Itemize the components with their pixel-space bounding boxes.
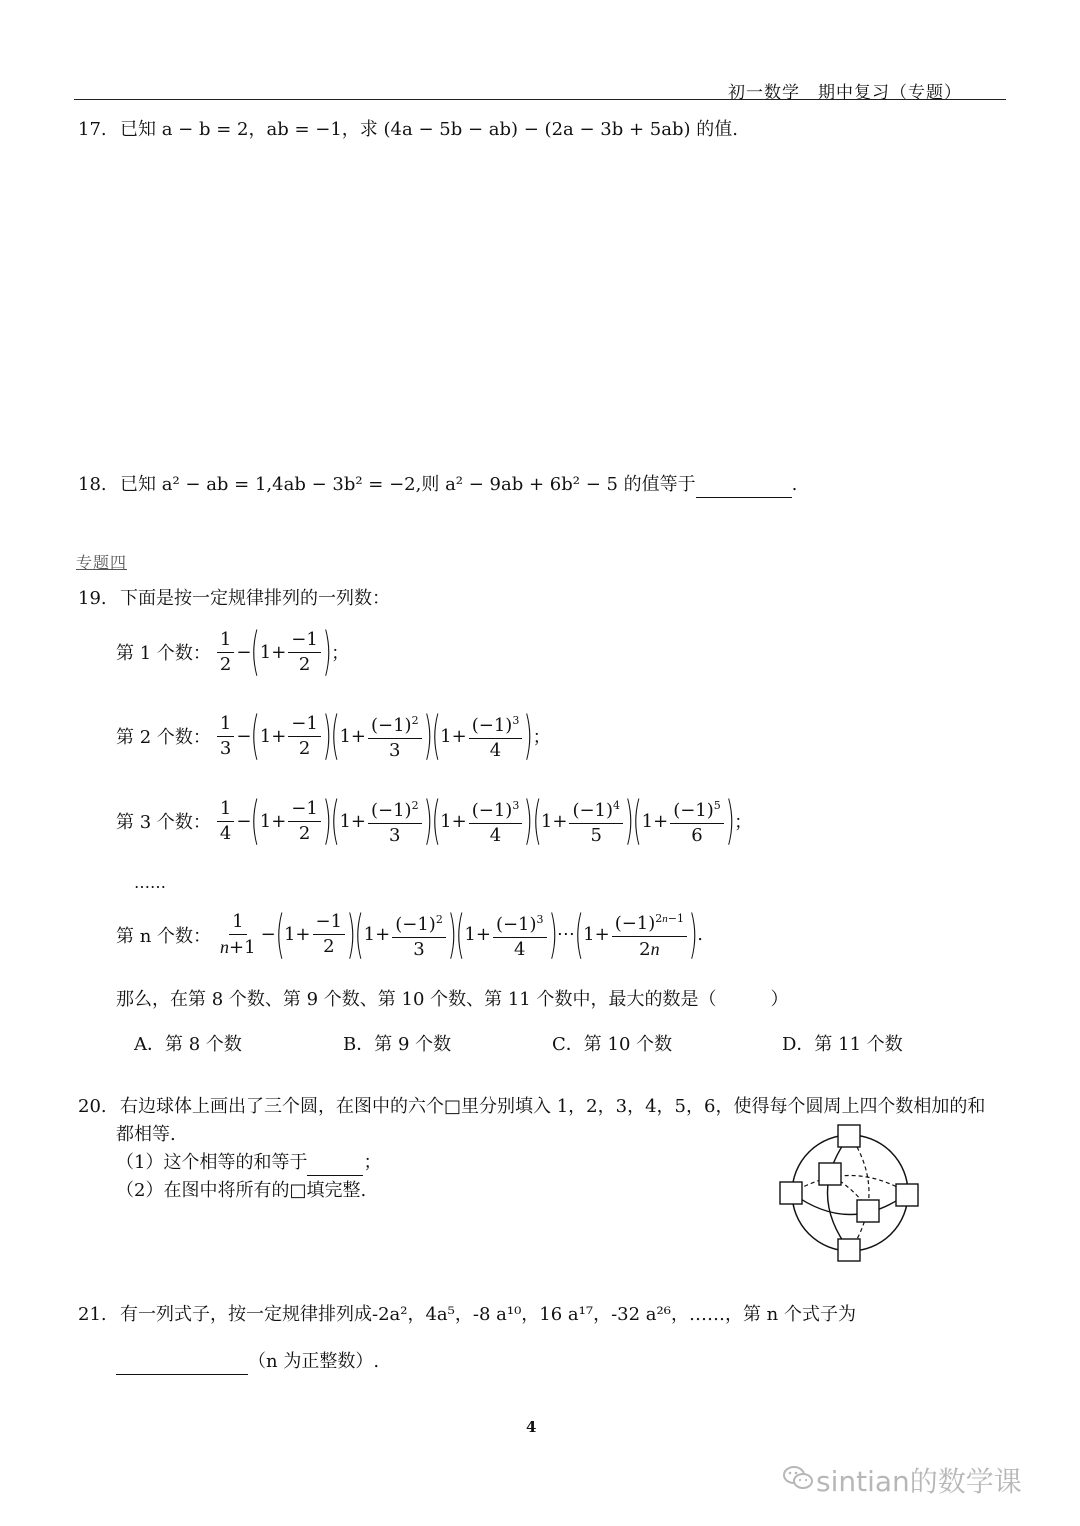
punctuation: ； xyxy=(363,1152,382,1173)
fraction: $\frac{1}{3}$ xyxy=(217,713,234,760)
term-label: 第 2 个数： xyxy=(116,727,211,748)
watermark-text: sintian的数学课 xyxy=(816,1465,1022,1498)
question-number: 20. xyxy=(78,1096,107,1117)
fraction: $\frac{1}{2}$ xyxy=(217,629,234,676)
meridian-front xyxy=(828,1135,851,1251)
equator-back xyxy=(792,1176,908,1194)
question-20-sub2: （2）在图中将所有的□填完整. xyxy=(116,1180,367,1201)
blank-box xyxy=(896,1184,918,1206)
blank-box xyxy=(838,1239,860,1261)
question-20-sub1 xyxy=(116,1151,381,1176)
topic-label: 专题四 xyxy=(76,553,128,572)
fraction: $\frac{1}{n+1}$ xyxy=(220,910,256,958)
answer-blank[interactable] xyxy=(116,1350,248,1375)
option-a[interactable]: A．第 8 个数 xyxy=(134,1034,242,1055)
question-19-prompt: 那么，在第 8 个数、第 9 个数、第 10 个数、第 11 个数中，最大的数是（ ） xyxy=(116,989,789,1010)
sub-question-text: （1）这个相等的和等于 xyxy=(116,1152,308,1173)
question-number: 21. xyxy=(78,1304,107,1325)
term-label: 第 3 个数： xyxy=(116,812,211,833)
question-20 xyxy=(78,1095,985,1119)
question-17 xyxy=(78,118,738,142)
wechat-icon xyxy=(782,1464,814,1492)
answer-blank[interactable] xyxy=(307,1151,363,1176)
question-text: 已知 a² − ab = 1,4ab − 3b² = −2,则 a² − 9ab + 6b² − 5 的值等于 xyxy=(120,474,696,495)
sequence-term-2: 第 2 个数： $\frac{1}{3}$ − ( 1+ $\frac{-1}{2}$ ) ( 1+ $\frac{(-1)^2}{3}$ ) ( 1+ $\frac{(-1)^3}{4}$ ) ； xyxy=(116,706,551,766)
option-c[interactable]: C．第 10 个数 xyxy=(552,1034,673,1055)
question-20-line2: 都相等. xyxy=(116,1124,176,1145)
question-text: 已知 a − b = 2，ab = −1，求 (4a − 5b − ab) − (2a − 3b + 5ab) 的值. xyxy=(120,119,738,140)
page-header: 初一数学 期中复习（专题） xyxy=(728,83,962,103)
blank-box xyxy=(819,1163,841,1185)
term-label: 第 1 个数： xyxy=(116,643,211,664)
question-18 xyxy=(78,473,797,498)
sphere-outline xyxy=(792,1135,908,1251)
answer-blank[interactable] xyxy=(696,473,792,498)
question-21 xyxy=(78,1303,856,1327)
sphere-diagram xyxy=(770,1118,930,1268)
question-number: 18. xyxy=(78,474,107,495)
question-number: 17. xyxy=(78,119,107,140)
question-21-line2 xyxy=(116,1350,379,1375)
header-rule xyxy=(74,99,1006,100)
period: . xyxy=(791,474,798,495)
question-text: 有一列式子，按一定规律排列成-2a²，4a⁵，-8 a¹⁰，16 a¹⁷，-32 a²⁶，……，第 n 个式子为 xyxy=(120,1304,856,1325)
sequence-term-3: 第 3 个数： $\frac{1}{4}$ − ( 1+ $\frac{-1}{2}$ ) ( 1+ $\frac{(-1)^2}{3}$ ) ( 1+ $\frac{(-1)^3}{4}$ ) ( 1+ $\frac{(-1)^4}{5}$ ) ( 1+ $\frac{(-1)^5}{6}$ ) ； xyxy=(116,791,753,851)
blank-box xyxy=(780,1182,802,1204)
meridian-back xyxy=(850,1135,869,1251)
fraction: $\frac{-1}{2}$ xyxy=(288,629,321,676)
question-text: （n 为正整数）. xyxy=(248,1351,380,1372)
blank-box xyxy=(838,1125,860,1147)
question-19-intro xyxy=(78,587,390,611)
fraction: $\frac{1}{4}$ xyxy=(217,798,234,845)
question-number: 19. xyxy=(78,588,107,609)
blank-box xyxy=(857,1200,879,1222)
sequence-term-n: 第 n 个数： $\frac{1}{n+1}$ − ( 1+ $\frac{-1}{2}$ ) ( 1+ $\frac{(-1)^2}{3}$ ) ( 1+ $\frac{(-1)^3}{4}$ ) ⋯ ( 1+ $\frac{(-1)^{2n-1}}{2n}$ ) . xyxy=(116,904,704,965)
question-text: 下面是按一定规律排列的一列数： xyxy=(120,588,390,609)
equator-front xyxy=(792,1193,908,1215)
page-number: 4 xyxy=(526,1418,537,1436)
ellipsis: …… xyxy=(134,873,166,892)
option-d[interactable]: D．第 11 个数 xyxy=(782,1034,903,1055)
option-b[interactable]: B．第 9 个数 xyxy=(343,1034,452,1055)
sequence-term-1: 第 1 个数： $\frac{1}{2}$ − ( 1+ $\frac{-1}{2}$ ) ； xyxy=(116,622,350,682)
question-text: 右边球体上画出了三个圆，在图中的六个□里分别填入 1，2，3，4，5，6，使得每个圆周上四个数相加的和 xyxy=(120,1096,986,1117)
term-label: 第 n 个数： xyxy=(116,925,212,947)
